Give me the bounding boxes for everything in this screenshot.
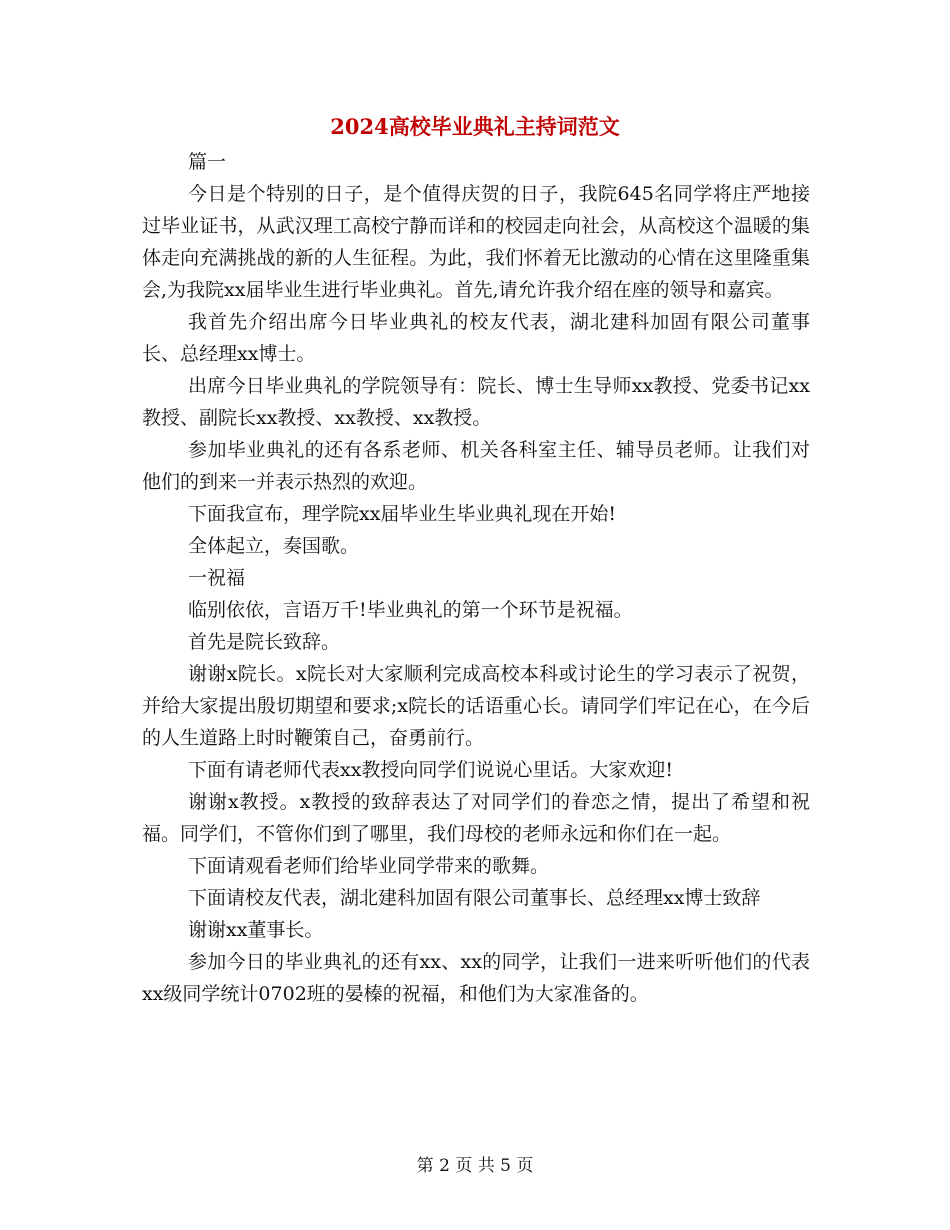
paragraph: 谢谢x教授。x教授的致辞表达了对同学们的眷恋之情，提出了希望和祝福。同学们，不管你们到了哪里，我们母校的老师永远和你们在一起。 (142, 791, 810, 845)
paragraph: 参加毕业典礼的还有各系老师、机关各科室主任、辅导员老师。让我们对他们的到来一并表示热烈的欢迎。 (142, 439, 810, 493)
paragraph: 参加今日的毕业典礼的还有xx、xx的同学，让我们一进来听听他们的代表xx级同学统计0702班的晏榛的祝福，和他们为大家准备的。 (142, 951, 810, 1005)
paragraph: 全体起立，奏国歌。 (188, 535, 360, 557)
paragraph: 出席今日毕业典礼的学院领导有：院长、博士生导师xx教授、党委书记xx教授、副院长xx教授、xx教授、xx教授。 (142, 375, 810, 429)
paragraph: 下面有请老师代表xx教授向同学们说说心里话。大家欢迎! (188, 759, 674, 781)
paragraph-heading: 一祝福 (188, 567, 246, 589)
page-footer: 第 2 页 共 5 页 (416, 1156, 534, 1176)
document-title: 2024高校毕业典礼主持词范文 (330, 114, 620, 139)
paragraph: 今日是个特别的日子，是个值得庆贺的日子，我院645名同学将庄严地接过毕业证书，从武汉理工高校宁静而详和的校园走向社会，从高校这个温暖的集体走向充满挑战的新的人生征程。为此，我们怀着无比激动的心情在这里隆重集会,为我院xx届毕业生进行毕业典礼。首先,请允许我介绍在座的领导和嘉宾。 (142, 183, 810, 301)
paragraph: 临别依依，言语万千!毕业典礼的第一个环节是祝福。 (188, 599, 633, 621)
paragraph: 首先是院长致辞。 (188, 631, 341, 653)
paragraph: 下面我宣布，理学院xx届毕业生毕业典礼现在开始! (188, 503, 617, 525)
paragraph: 我首先介绍出席今日毕业典礼的校友代表，湖北建科加固有限公司董事长、总经理xx博士。 (142, 311, 810, 365)
paragraph: 下面请校友代表，湖北建科加固有限公司董事长、总经理xx博士致辞 (188, 887, 761, 909)
paragraph: 谢谢x院长。x院长对大家顺利完成高校本科或讨论生的学习表示了祝贺，并给大家提出殷切期望和要求;x院长的话语重心长。请同学们牢记在心，在今后的人生道路上时时鞭策自己，奋勇前行。 (142, 663, 810, 749)
paragraph-heading: 篇一 (188, 151, 227, 173)
document-body (142, 146, 810, 1010)
paragraph: 下面请观看老师们给毕业同学带来的歌舞。 (188, 855, 550, 877)
paragraph: 谢谢xx董事长。 (188, 919, 324, 941)
